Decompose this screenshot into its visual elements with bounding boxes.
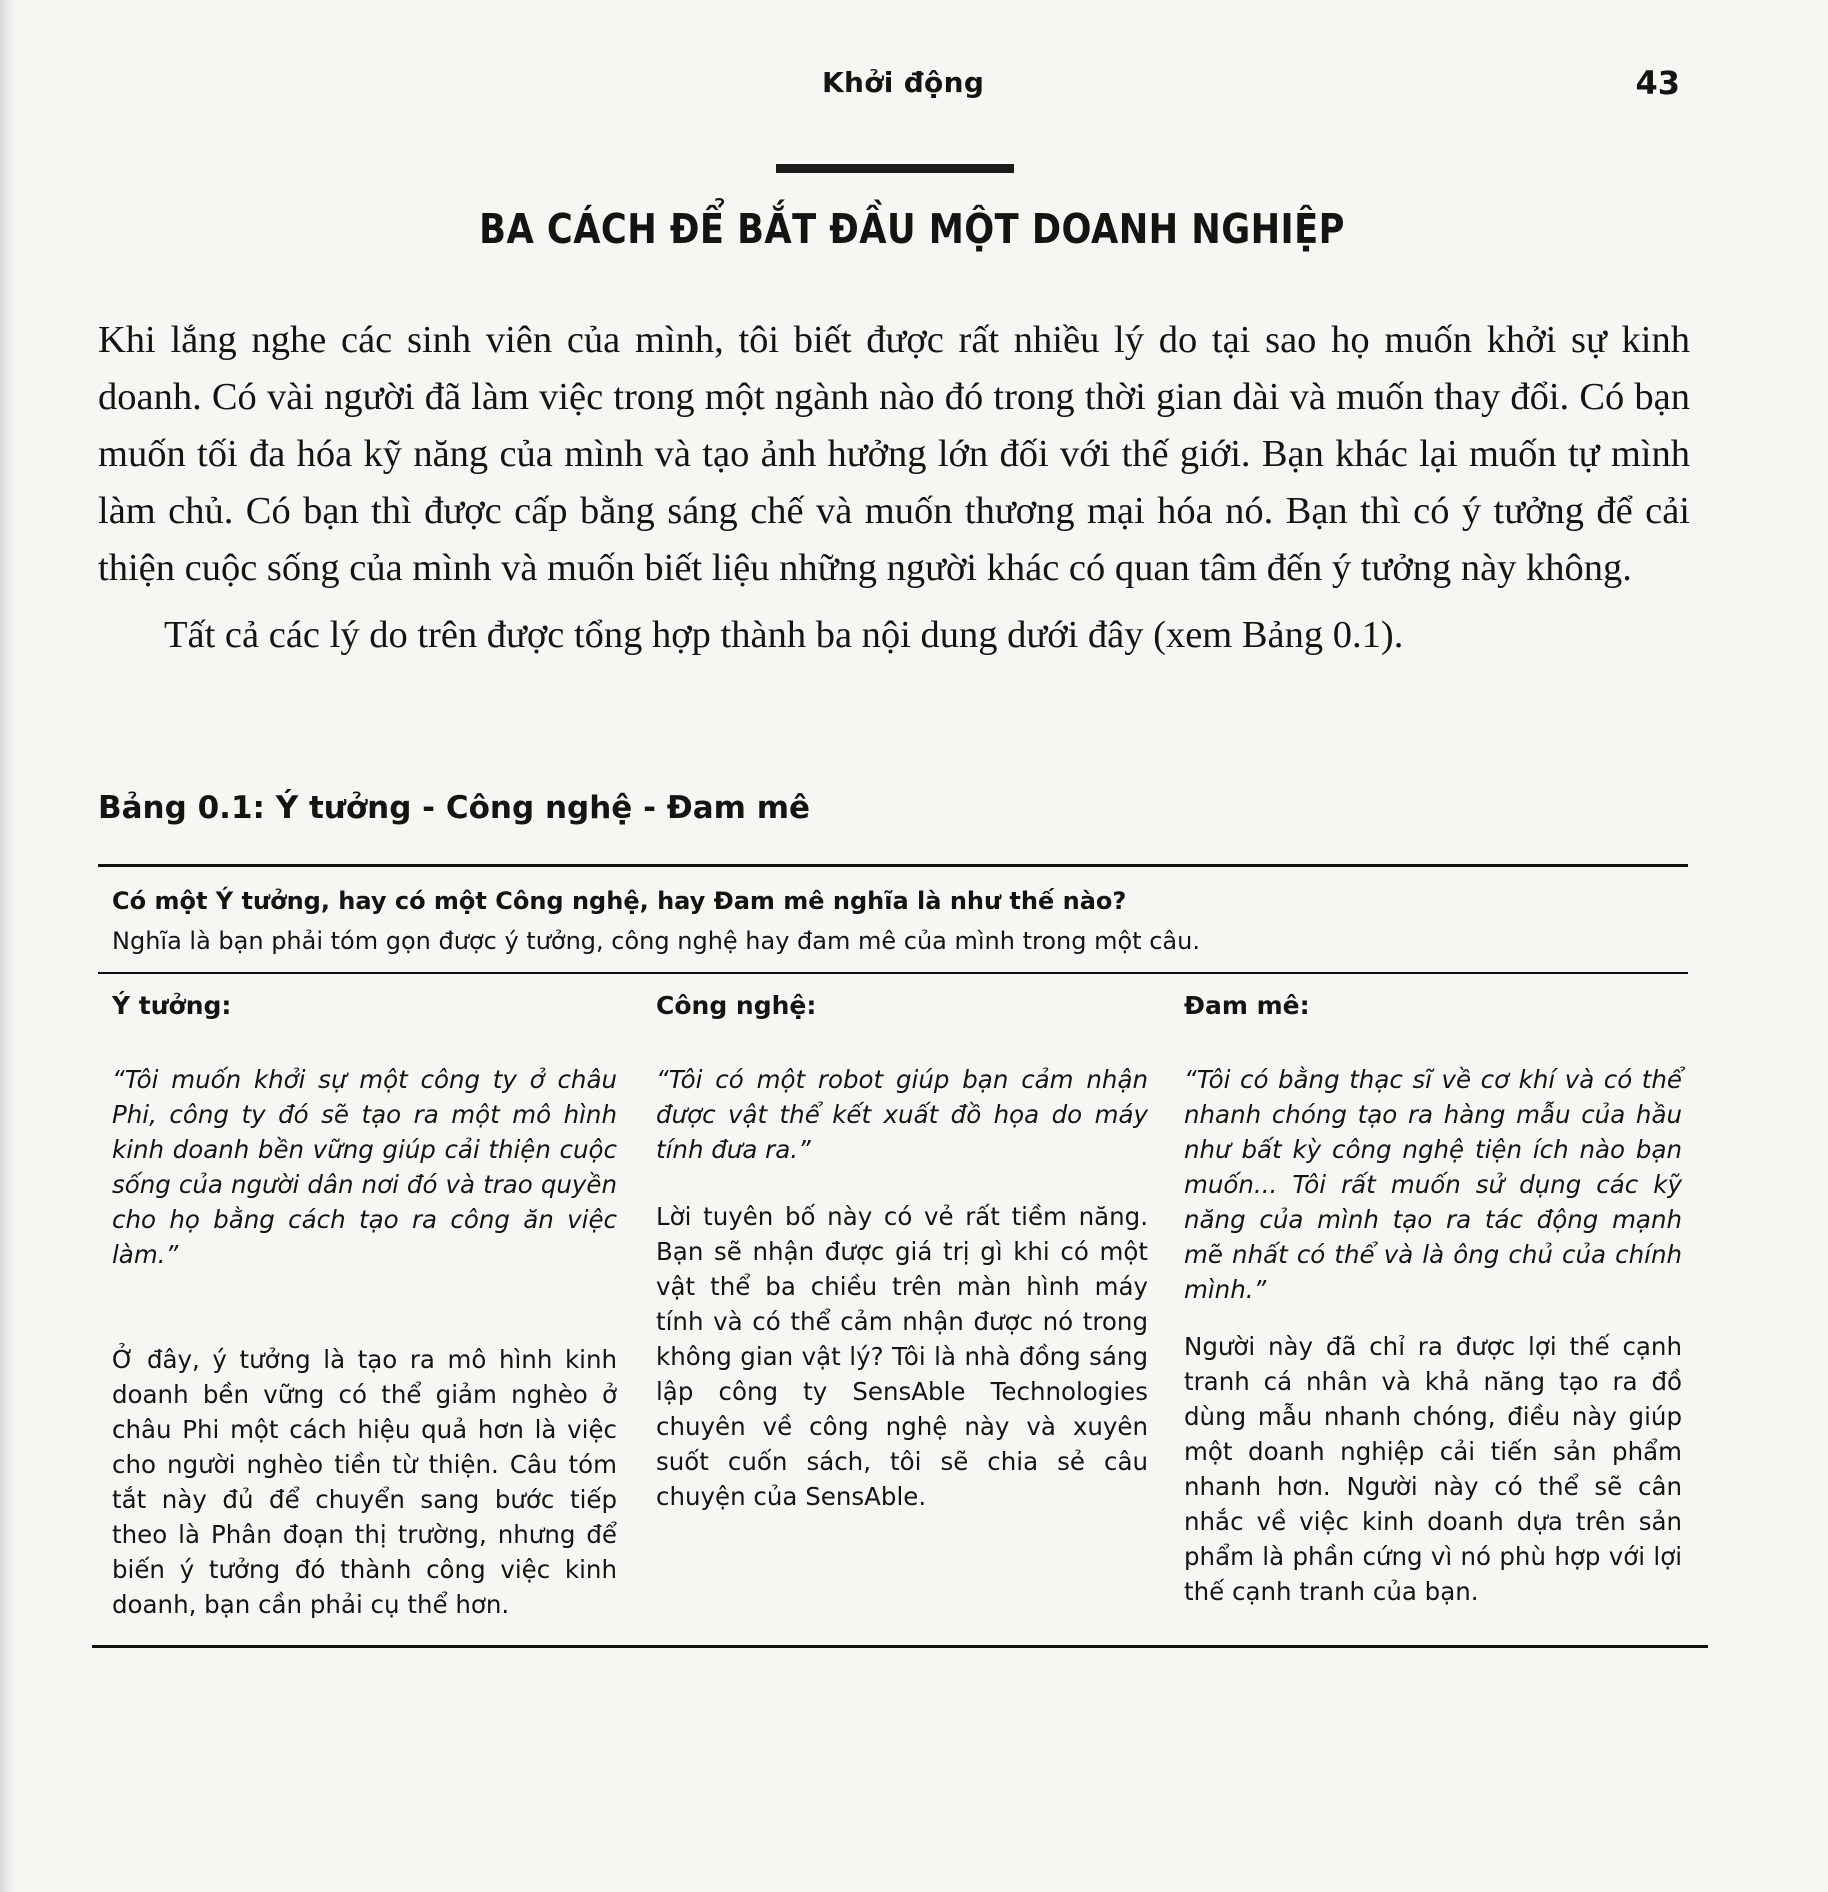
table-question-box [112,886,1672,956]
table-caption: Bảng 0.1: Ý tưởng - Công nghệ - Đam mê [98,790,811,826]
column-description: Người này đã chỉ ra được lợi thế cạnh tranh cá nhân và khả năng tạo ra đồ dùng mẫu nhanh chóng, điều này giúp một doanh nghiệp cải tiến sản phẩm nhanh hơn. Người này có thể sẽ cân nhắc về việc kinh doanh dựa trên sản phẩm là phần cứng vì nó phù hợp với lợi thế cạnh tranh của bạn. [1184,1332,1682,1606]
table-column-passion [1184,990,1682,1609]
table-column-idea [112,990,617,1622]
table-answer: Nghĩa là bạn phải tóm gọn được ý tưởng, công nghệ hay đam mê của mình trong một câu. [112,927,1200,955]
column-heading: Công nghệ: [656,991,817,1020]
table-column-technology [656,990,1148,1514]
column-description: Ở đây, ý tưởng là tạo ra mô hình kinh doanh bền vững có thể giảm nghèo ở châu Phi một cách hiệu quả hơn là việc cho người nghèo tiền từ thiện. Câu tóm tắt này đủ để chuyển sang bước tiếp theo là Phân đoạn thị trường, nhưng để biến ý tưởng đó thành công việc kinh doanh, bạn cần phải cụ thể hơn. [112,1345,617,1619]
table-bottom-rule [92,1645,1708,1648]
page-number: 43 [1635,64,1680,102]
column-heading: Ý tưởng: [112,991,232,1020]
title-rule [776,164,1014,173]
column-heading: Đam mê: [1184,991,1310,1020]
column-quote: “Tôi có một robot giúp bạn cảm nhận được vật thể kết xuất đồ họa do máy tính đưa ra.” [656,1065,1148,1164]
body-paragraph-2: Tất cả các lý do trên được tổng hợp thành ba nội dung dưới đây (xem Bảng 0.1). [164,614,1404,656]
running-chapter-title: Khởi động [822,66,985,99]
column-quote: “Tôi muốn khởi sự một công ty ở châu Phi, công ty đó sẽ tạo ra một mô hình kinh doanh bền vững giúp cải thiện cuộc sống của người dân nơi đó và trao quyền cho họ bằng cách tạo ra công ăn việc làm.” [112,1065,617,1269]
table-top-rule [98,864,1688,867]
table-question: Có một Ý tưởng, hay có một Công nghệ, hay Đam mê nghĩa là như thế nào? [112,887,1127,915]
body-text [98,312,1690,664]
column-description: Lời tuyên bố này có vẻ rất tiềm năng. Bạn sẽ nhận được giá trị gì khi có một vật thể ba chiều trên màn hình máy tính và có thể cảm nhận được nó trong không gian vật lý? Tôi là nhà đồng sáng lập công ty SensAble Technologies chuyên về công nghệ này và xuyên suốt cuốn sách, tôi sẽ chia sẻ câu chuyện của SensAble. [656,1202,1148,1511]
running-head [0,66,1828,106]
page-edge [0,0,18,1892]
body-paragraph-1: Khi lắng nghe các sinh viên của mình, tôi biết được rất nhiều lý do tại sao họ muốn khởi sự kinh doanh. Có vài người đã làm việc trong một ngành nào đó trong thời gian dài và muốn thay đổi. Có bạn muốn tối đa hóa kỹ năng của mình và tạo ảnh hưởng lớn đối với thế giới. Bạn khác lại muốn tự mình làm chủ. Có bạn thì được cấp bằng sáng chế và muốn thương mại hóa nó. Bạn thì có ý tưởng để cải thiện cuộc sống của mình và muốn biết liệu những người khác có quan tâm đến ý tưởng này không. [98,319,1690,589]
section-title: BA CÁCH ĐỂ BẮT ĐẦU MỘT DOANH NGHIỆP [479,205,1345,253]
table-middle-rule [98,972,1688,974]
column-quote: “Tôi có bằng thạc sĩ về cơ khí và có thể nhanh chóng tạo ra hàng mẫu của hầu như bất kỳ công nghệ tiện ích nào bạn muốn... Tôi rất muốn sử dụng các kỹ năng của mình tạo ra tác động mạnh mẽ nhất có thể và là ông chủ của chính mình.” [1184,1065,1682,1304]
